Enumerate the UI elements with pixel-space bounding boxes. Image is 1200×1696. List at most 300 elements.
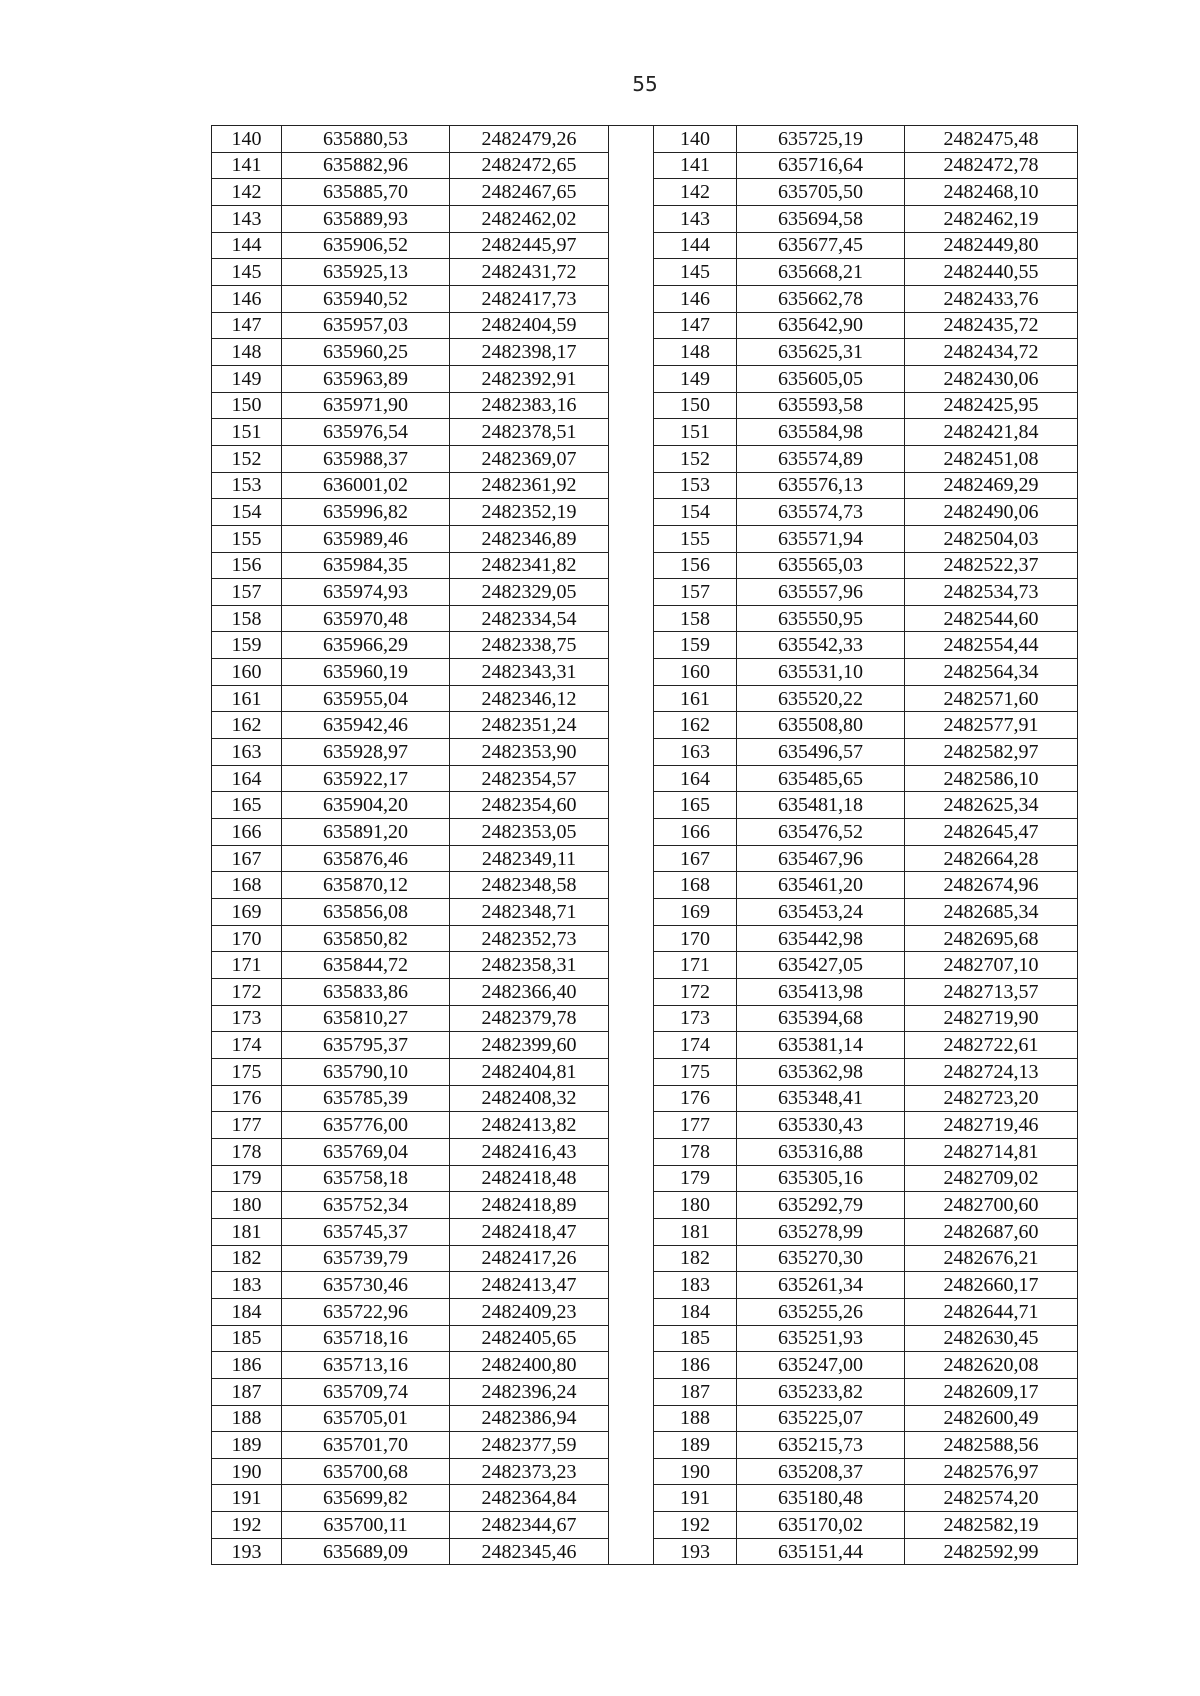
y-coordinate-right: 2482564,34: [905, 659, 1078, 686]
x-coordinate-right: 635571,94: [737, 525, 905, 552]
y-coordinate-right: 2482574,20: [905, 1485, 1078, 1512]
x-coordinate-right: 635550,95: [737, 605, 905, 632]
table-row: [212, 126, 1078, 153]
x-coordinate-left: 635739,79: [282, 1245, 450, 1272]
column-gap: [609, 285, 654, 312]
point-number-right: 168: [654, 872, 737, 899]
column-gap: [609, 205, 654, 232]
coordinates-table-body: [212, 126, 1078, 1565]
y-coordinate-left: 2482352,19: [450, 499, 609, 526]
table-row: [212, 605, 1078, 632]
point-number-left: 165: [212, 792, 282, 819]
x-coordinate-right: 635725,19: [737, 126, 905, 153]
table-row: [212, 765, 1078, 792]
table-row: [212, 819, 1078, 846]
column-gap: [609, 339, 654, 366]
point-number-left: 176: [212, 1085, 282, 1112]
x-coordinate-left: 635758,18: [282, 1165, 450, 1192]
point-number-left: 162: [212, 712, 282, 739]
table-row: [212, 632, 1078, 659]
x-coordinate-left: 635906,52: [282, 232, 450, 259]
point-number-left: 150: [212, 392, 282, 419]
y-coordinate-left: 2482392,91: [450, 365, 609, 392]
x-coordinate-right: 635605,05: [737, 365, 905, 392]
table-row: [212, 205, 1078, 232]
point-number-right: 161: [654, 685, 737, 712]
x-coordinate-left: 635891,20: [282, 819, 450, 846]
point-number-left: 174: [212, 1032, 282, 1059]
point-number-left: 152: [212, 445, 282, 472]
y-coordinate-right: 2482620,08: [905, 1352, 1078, 1379]
table-row: [212, 552, 1078, 579]
x-coordinate-right: 635584,98: [737, 419, 905, 446]
y-coordinate-right: 2482724,13: [905, 1058, 1078, 1085]
table-row: [212, 845, 1078, 872]
column-gap: [609, 632, 654, 659]
column-gap: [609, 579, 654, 606]
column-gap: [609, 552, 654, 579]
y-coordinate-left: 2482341,82: [450, 552, 609, 579]
column-gap: [609, 126, 654, 153]
x-coordinate-left: 635790,10: [282, 1058, 450, 1085]
y-coordinate-left: 2482346,12: [450, 685, 609, 712]
table-row: [212, 1058, 1078, 1085]
column-gap: [609, 712, 654, 739]
x-coordinate-left: 635776,00: [282, 1112, 450, 1139]
x-coordinate-left: 635974,93: [282, 579, 450, 606]
x-coordinate-right: 635453,24: [737, 899, 905, 926]
column-gap: [609, 392, 654, 419]
point-number-right: 155: [654, 525, 737, 552]
point-number-right: 160: [654, 659, 737, 686]
y-coordinate-right: 2482713,57: [905, 979, 1078, 1006]
x-coordinate-left: 635889,93: [282, 205, 450, 232]
y-coordinate-right: 2482588,56: [905, 1432, 1078, 1459]
point-number-left: 178: [212, 1138, 282, 1165]
point-number-right: 176: [654, 1085, 737, 1112]
y-coordinate-left: 2482396,24: [450, 1378, 609, 1405]
column-gap: [609, 1272, 654, 1299]
y-coordinate-left: 2482445,97: [450, 232, 609, 259]
y-coordinate-right: 2482719,46: [905, 1112, 1078, 1139]
x-coordinate-right: 635151,44: [737, 1538, 905, 1565]
table-row: [212, 472, 1078, 499]
x-coordinate-right: 635574,73: [737, 499, 905, 526]
y-coordinate-right: 2482425,95: [905, 392, 1078, 419]
x-coordinate-right: 635180,48: [737, 1485, 905, 1512]
y-coordinate-left: 2482479,26: [450, 126, 609, 153]
column-gap: [609, 792, 654, 819]
point-number-right: 183: [654, 1272, 737, 1299]
table-row: [212, 179, 1078, 206]
y-coordinate-left: 2482398,17: [450, 339, 609, 366]
x-coordinate-left: 635850,82: [282, 925, 450, 952]
x-coordinate-left: 635810,27: [282, 1005, 450, 1032]
point-number-right: 172: [654, 979, 737, 1006]
y-coordinate-left: 2482378,51: [450, 419, 609, 446]
x-coordinate-right: 635476,52: [737, 819, 905, 846]
column-gap: [609, 1005, 654, 1032]
x-coordinate-left: 635856,08: [282, 899, 450, 926]
x-coordinate-left: 635984,35: [282, 552, 450, 579]
point-number-left: 164: [212, 765, 282, 792]
table-row: [212, 979, 1078, 1006]
x-coordinate-right: 635705,50: [737, 179, 905, 206]
x-coordinate-right: 635677,45: [737, 232, 905, 259]
column-gap: [609, 1058, 654, 1085]
x-coordinate-right: 635261,34: [737, 1272, 905, 1299]
table-row: [212, 365, 1078, 392]
table-row: [212, 1432, 1078, 1459]
y-coordinate-right: 2482571,60: [905, 685, 1078, 712]
point-number-right: 182: [654, 1245, 737, 1272]
page-number: 55: [632, 72, 658, 96]
point-number-right: 171: [654, 952, 737, 979]
x-coordinate-left: 635960,19: [282, 659, 450, 686]
point-number-left: 192: [212, 1512, 282, 1539]
y-coordinate-left: 2482399,60: [450, 1032, 609, 1059]
table-row: [212, 392, 1078, 419]
y-coordinate-left: 2482348,58: [450, 872, 609, 899]
table-row: [212, 899, 1078, 926]
point-number-right: 178: [654, 1138, 737, 1165]
column-gap: [609, 1245, 654, 1272]
x-coordinate-left: 636001,02: [282, 472, 450, 499]
x-coordinate-left: 635925,13: [282, 259, 450, 286]
point-number-left: 148: [212, 339, 282, 366]
point-number-left: 183: [212, 1272, 282, 1299]
y-coordinate-left: 2482379,78: [450, 1005, 609, 1032]
column-gap: [609, 1458, 654, 1485]
table-row: [212, 685, 1078, 712]
x-coordinate-left: 635718,16: [282, 1325, 450, 1352]
table-row: [212, 952, 1078, 979]
column-gap: [609, 1165, 654, 1192]
x-coordinate-right: 635225,07: [737, 1405, 905, 1432]
point-number-left: 180: [212, 1192, 282, 1219]
x-coordinate-right: 635574,89: [737, 445, 905, 472]
y-coordinate-right: 2482687,60: [905, 1218, 1078, 1245]
y-coordinate-left: 2482358,31: [450, 952, 609, 979]
table-row: [212, 1192, 1078, 1219]
y-coordinate-right: 2482544,60: [905, 605, 1078, 632]
point-number-left: 169: [212, 899, 282, 926]
column-gap: [609, 365, 654, 392]
x-coordinate-right: 635362,98: [737, 1058, 905, 1085]
point-number-right: 142: [654, 179, 737, 206]
x-coordinate-right: 635593,58: [737, 392, 905, 419]
x-coordinate-right: 635208,37: [737, 1458, 905, 1485]
y-coordinate-right: 2482576,97: [905, 1458, 1078, 1485]
table-row: [212, 1112, 1078, 1139]
x-coordinate-left: 635785,39: [282, 1085, 450, 1112]
point-number-left: 141: [212, 152, 282, 179]
table-row: [212, 232, 1078, 259]
column-gap: [609, 1485, 654, 1512]
coordinates-table: [211, 125, 1078, 1565]
point-number-right: 170: [654, 925, 737, 952]
x-coordinate-right: 635496,57: [737, 739, 905, 766]
y-coordinate-left: 2482431,72: [450, 259, 609, 286]
x-coordinate-right: 635270,30: [737, 1245, 905, 1272]
point-number-right: 147: [654, 312, 737, 339]
y-coordinate-right: 2482707,10: [905, 952, 1078, 979]
y-coordinate-right: 2482723,20: [905, 1085, 1078, 1112]
column-gap: [609, 1085, 654, 1112]
point-number-right: 158: [654, 605, 737, 632]
column-gap: [609, 1218, 654, 1245]
table-row: [212, 712, 1078, 739]
point-number-left: 175: [212, 1058, 282, 1085]
point-number-left: 160: [212, 659, 282, 686]
table-row: [212, 1458, 1078, 1485]
y-coordinate-left: 2482352,73: [450, 925, 609, 952]
x-coordinate-right: 635531,10: [737, 659, 905, 686]
table-row: [212, 1298, 1078, 1325]
column-gap: [609, 1192, 654, 1219]
y-coordinate-left: 2482354,60: [450, 792, 609, 819]
point-number-left: 168: [212, 872, 282, 899]
point-number-left: 182: [212, 1245, 282, 1272]
column-gap: [609, 659, 654, 686]
point-number-right: 143: [654, 205, 737, 232]
x-coordinate-right: 635316,88: [737, 1138, 905, 1165]
y-coordinate-right: 2482582,19: [905, 1512, 1078, 1539]
x-coordinate-left: 635699,82: [282, 1485, 450, 1512]
point-number-left: 173: [212, 1005, 282, 1032]
column-gap: [609, 152, 654, 179]
point-number-right: 154: [654, 499, 737, 526]
point-number-right: 186: [654, 1352, 737, 1379]
y-coordinate-right: 2482449,80: [905, 232, 1078, 259]
x-coordinate-left: 635928,97: [282, 739, 450, 766]
table-row: [212, 1352, 1078, 1379]
y-coordinate-right: 2482534,73: [905, 579, 1078, 606]
x-coordinate-left: 635989,46: [282, 525, 450, 552]
column-gap: [609, 845, 654, 872]
x-coordinate-left: 635701,70: [282, 1432, 450, 1459]
y-coordinate-right: 2482472,78: [905, 152, 1078, 179]
x-coordinate-right: 635330,43: [737, 1112, 905, 1139]
y-coordinate-left: 2482417,73: [450, 285, 609, 312]
column-gap: [609, 472, 654, 499]
point-number-left: 158: [212, 605, 282, 632]
point-number-left: 187: [212, 1378, 282, 1405]
point-number-right: 173: [654, 1005, 737, 1032]
point-number-right: 140: [654, 126, 737, 153]
x-coordinate-left: 635955,04: [282, 685, 450, 712]
point-number-right: 181: [654, 1218, 737, 1245]
x-coordinate-right: 635233,82: [737, 1378, 905, 1405]
point-number-right: 148: [654, 339, 737, 366]
point-number-right: 193: [654, 1538, 737, 1565]
point-number-left: 149: [212, 365, 282, 392]
x-coordinate-left: 635713,16: [282, 1352, 450, 1379]
point-number-right: 153: [654, 472, 737, 499]
y-coordinate-left: 2482353,05: [450, 819, 609, 846]
y-coordinate-left: 2482351,24: [450, 712, 609, 739]
column-gap: [609, 925, 654, 952]
point-number-left: 154: [212, 499, 282, 526]
point-number-right: 184: [654, 1298, 737, 1325]
x-coordinate-left: 635745,37: [282, 1218, 450, 1245]
table-row: [212, 312, 1078, 339]
x-coordinate-left: 635709,74: [282, 1378, 450, 1405]
x-coordinate-right: 635381,14: [737, 1032, 905, 1059]
column-gap: [609, 312, 654, 339]
x-coordinate-left: 635970,48: [282, 605, 450, 632]
column-gap: [609, 1298, 654, 1325]
table-row: [212, 925, 1078, 952]
column-gap: [609, 525, 654, 552]
column-gap: [609, 739, 654, 766]
y-coordinate-right: 2482722,61: [905, 1032, 1078, 1059]
y-coordinate-right: 2482433,76: [905, 285, 1078, 312]
point-number-right: 191: [654, 1485, 737, 1512]
y-coordinate-right: 2482468,10: [905, 179, 1078, 206]
y-coordinate-right: 2482469,29: [905, 472, 1078, 499]
point-number-left: 144: [212, 232, 282, 259]
y-coordinate-left: 2482345,46: [450, 1538, 609, 1565]
point-number-left: 191: [212, 1485, 282, 1512]
y-coordinate-left: 2482329,05: [450, 579, 609, 606]
y-coordinate-right: 2482630,45: [905, 1325, 1078, 1352]
y-coordinate-right: 2482440,55: [905, 259, 1078, 286]
point-number-right: 188: [654, 1405, 737, 1432]
x-coordinate-left: 635966,29: [282, 632, 450, 659]
table-row: [212, 579, 1078, 606]
table-row: [212, 1005, 1078, 1032]
point-number-left: 163: [212, 739, 282, 766]
y-coordinate-right: 2482644,71: [905, 1298, 1078, 1325]
point-number-right: 141: [654, 152, 737, 179]
x-coordinate-right: 635292,79: [737, 1192, 905, 1219]
x-coordinate-left: 635752,34: [282, 1192, 450, 1219]
x-coordinate-right: 635557,96: [737, 579, 905, 606]
table-row: [212, 739, 1078, 766]
x-coordinate-right: 635642,90: [737, 312, 905, 339]
x-coordinate-right: 635576,13: [737, 472, 905, 499]
x-coordinate-left: 635689,09: [282, 1538, 450, 1565]
y-coordinate-left: 2482467,65: [450, 179, 609, 206]
point-number-right: 185: [654, 1325, 737, 1352]
y-coordinate-left: 2482416,43: [450, 1138, 609, 1165]
point-number-right: 165: [654, 792, 737, 819]
table-row: [212, 1485, 1078, 1512]
table-row: [212, 1032, 1078, 1059]
point-number-left: 140: [212, 126, 282, 153]
x-coordinate-right: 635520,22: [737, 685, 905, 712]
y-coordinate-left: 2482383,16: [450, 392, 609, 419]
point-number-left: 171: [212, 952, 282, 979]
point-number-right: 167: [654, 845, 737, 872]
y-coordinate-right: 2482660,17: [905, 1272, 1078, 1299]
y-coordinate-left: 2482343,31: [450, 659, 609, 686]
y-coordinate-right: 2482685,34: [905, 899, 1078, 926]
y-coordinate-left: 2482462,02: [450, 205, 609, 232]
x-coordinate-right: 635413,98: [737, 979, 905, 1006]
point-number-right: 169: [654, 899, 737, 926]
point-number-left: 172: [212, 979, 282, 1006]
y-coordinate-right: 2482674,96: [905, 872, 1078, 899]
y-coordinate-right: 2482434,72: [905, 339, 1078, 366]
x-coordinate-left: 635844,72: [282, 952, 450, 979]
point-number-left: 170: [212, 925, 282, 952]
x-coordinate-left: 635730,46: [282, 1272, 450, 1299]
y-coordinate-left: 2482417,26: [450, 1245, 609, 1272]
y-coordinate-left: 2482418,89: [450, 1192, 609, 1219]
x-coordinate-right: 635427,05: [737, 952, 905, 979]
y-coordinate-left: 2482413,47: [450, 1272, 609, 1299]
x-coordinate-right: 635565,03: [737, 552, 905, 579]
table-row: [212, 1138, 1078, 1165]
x-coordinate-right: 635625,31: [737, 339, 905, 366]
y-coordinate-left: 2482366,40: [450, 979, 609, 1006]
point-number-right: 175: [654, 1058, 737, 1085]
y-coordinate-left: 2482354,57: [450, 765, 609, 792]
y-coordinate-left: 2482364,84: [450, 1485, 609, 1512]
point-number-right: 157: [654, 579, 737, 606]
table-row: [212, 1325, 1078, 1352]
x-coordinate-left: 635700,11: [282, 1512, 450, 1539]
point-number-right: 177: [654, 1112, 737, 1139]
point-number-left: 166: [212, 819, 282, 846]
y-coordinate-right: 2482676,21: [905, 1245, 1078, 1272]
point-number-left: 185: [212, 1325, 282, 1352]
x-coordinate-right: 635467,96: [737, 845, 905, 872]
table-row: [212, 1405, 1078, 1432]
y-coordinate-left: 2482404,81: [450, 1058, 609, 1085]
x-coordinate-left: 635769,04: [282, 1138, 450, 1165]
y-coordinate-right: 2482490,06: [905, 499, 1078, 526]
y-coordinate-left: 2482334,54: [450, 605, 609, 632]
point-number-right: 145: [654, 259, 737, 286]
point-number-right: 192: [654, 1512, 737, 1539]
point-number-right: 174: [654, 1032, 737, 1059]
x-coordinate-left: 635705,01: [282, 1405, 450, 1432]
x-coordinate-left: 635960,25: [282, 339, 450, 366]
y-coordinate-right: 2482421,84: [905, 419, 1078, 446]
x-coordinate-left: 635940,52: [282, 285, 450, 312]
point-number-left: 143: [212, 205, 282, 232]
table-row: [212, 259, 1078, 286]
column-gap: [609, 899, 654, 926]
x-coordinate-right: 635716,64: [737, 152, 905, 179]
column-gap: [609, 1032, 654, 1059]
point-number-left: 186: [212, 1352, 282, 1379]
y-coordinate-right: 2482664,28: [905, 845, 1078, 872]
y-coordinate-right: 2482462,19: [905, 205, 1078, 232]
y-coordinate-right: 2482475,48: [905, 126, 1078, 153]
y-coordinate-left: 2482344,67: [450, 1512, 609, 1539]
point-number-right: 152: [654, 445, 737, 472]
x-coordinate-left: 635904,20: [282, 792, 450, 819]
table-row: [212, 1538, 1078, 1565]
x-coordinate-left: 635971,90: [282, 392, 450, 419]
table-row: [212, 499, 1078, 526]
point-number-right: 159: [654, 632, 737, 659]
x-coordinate-left: 635942,46: [282, 712, 450, 739]
x-coordinate-right: 635485,65: [737, 765, 905, 792]
column-gap: [609, 499, 654, 526]
y-coordinate-left: 2482418,47: [450, 1218, 609, 1245]
point-number-right: 144: [654, 232, 737, 259]
y-coordinate-left: 2482404,59: [450, 312, 609, 339]
y-coordinate-left: 2482409,23: [450, 1298, 609, 1325]
point-number-left: 145: [212, 259, 282, 286]
x-coordinate-right: 635247,00: [737, 1352, 905, 1379]
x-coordinate-left: 635795,37: [282, 1032, 450, 1059]
